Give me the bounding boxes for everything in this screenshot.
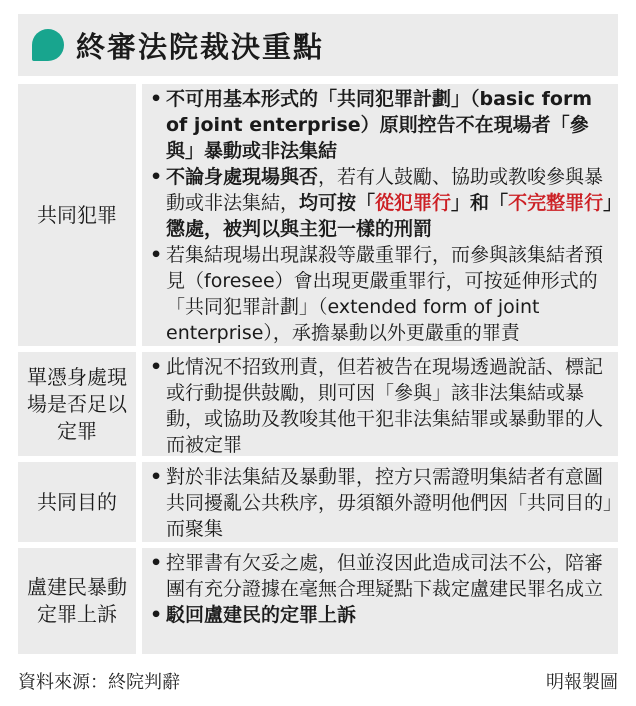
credit-note: 明報製圖 <box>546 672 618 693</box>
row-label: 單憑身處現場是否足以定罪 <box>18 352 136 456</box>
list-item: • 此情況不招致刑責，但若被告在現場透過說話、標記或行動提供鼓勵，則可因「參與」該非法集結或暴動，或協助及教唆其他干犯非法集結罪或暴動罪的人而被定罪 <box>146 354 614 458</box>
list-item: • 對於非法集結及暴動罪，控方只需證明集結者有意圖共同擾亂公共秩序，毋須額外證明他們因「共同目的」而聚集 <box>146 464 614 542</box>
list-item: • 控罪書有欠妥之處，但並沒因此造成司法不公，陪審團有充分證據在毫無合理疑點下裁定盧建民罪名成立 <box>146 550 614 602</box>
table-row <box>18 462 618 542</box>
list-item: • 不可用基本形式的「共同犯罪計劃」（basic form of joint enterprise）原則控告不在現場者「參與」暴動或非法集結 <box>146 86 614 164</box>
highlight-text: 從犯罪行 <box>375 192 452 214</box>
row-label: 共同目的 <box>18 462 136 542</box>
table-row <box>18 352 618 456</box>
row-content <box>142 352 618 456</box>
summary-table <box>18 84 618 654</box>
list-item <box>146 164 614 242</box>
footer <box>18 668 618 694</box>
speech-bubble-icon <box>32 29 64 61</box>
row-content <box>142 462 618 542</box>
row-label: 共同犯罪 <box>18 84 136 346</box>
row-label: 盧建民暴動定罪上訴 <box>18 548 136 654</box>
list-item: • 若集結現場出現謀殺等嚴重罪行，而參與該集結者預見（foresee）會出現更嚴重罪行，可按延伸形式的「共同犯罪計劃」（extended form of joint enterprise），承擔暴動以外更嚴重的罪責 <box>146 242 614 346</box>
bold-text: 均可按「 <box>299 192 376 214</box>
source-note: 資料來源：終院判辭 <box>18 672 180 693</box>
bold-text: 不論身處現場與否 <box>166 166 319 188</box>
table-row <box>18 84 618 346</box>
row-content <box>142 548 618 654</box>
bold-text: 」懲處，被判以與主犯一樣的刑罰 <box>166 192 613 240</box>
highlight-text: 不完整罪行 <box>508 192 604 214</box>
bold-text: 」和「 <box>451 192 509 214</box>
list-item: • 駁回盧建民的定罪上訴 <box>146 602 614 628</box>
table-row <box>18 548 618 654</box>
title-bar <box>18 14 618 76</box>
page-title: 終審法院裁決重點 <box>76 29 325 64</box>
row-content <box>142 84 618 346</box>
plain-text: ，若有人鼓勵、協助或教唆參與暴動或非法集結， <box>166 166 604 214</box>
